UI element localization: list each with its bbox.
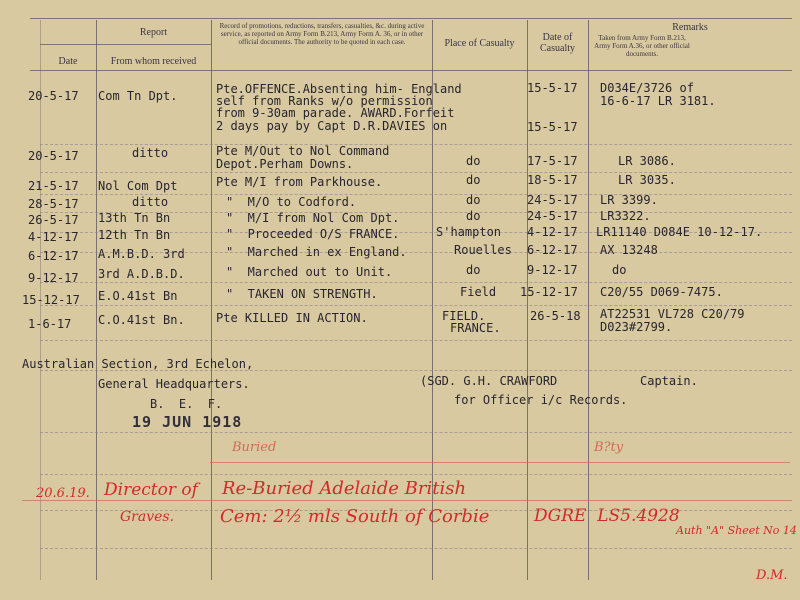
row-date-casualty: 17-5-17: [527, 154, 578, 168]
row-date-casualty: 18-5-17: [527, 173, 578, 187]
row-record: 2 days pay by Capt D.R.DAVIES on: [216, 119, 448, 133]
header-top-rule: [30, 18, 792, 19]
handwritten-auth: Auth "A" Sheet No 14: [676, 524, 797, 537]
header-date-casualty: Date of Casualty: [540, 32, 575, 54]
row-remarks: D023#2799.: [600, 320, 673, 334]
row-remarks: LR 3399.: [600, 193, 658, 207]
header-place: Place of Casualty: [444, 38, 515, 49]
row-divider: [40, 282, 792, 283]
header-bottom-rule: [30, 70, 792, 71]
row-date: 1-6-17: [28, 317, 72, 331]
row-from: Com Tn Dpt.: [98, 89, 178, 103]
row-remarks: AX 13248: [600, 243, 658, 257]
row-record: Pte KILLED IN ACTION.: [216, 311, 368, 325]
row-divider: [40, 172, 792, 173]
row-place: do: [466, 209, 481, 223]
row-from: A.M.B.D. 3rd: [98, 247, 185, 261]
row-date: 4-12-17: [28, 230, 79, 244]
footer-captain: Captain.: [640, 374, 698, 388]
row-record: " Proceeded O/S FRANCE.: [226, 227, 400, 241]
row-divider: [40, 432, 792, 433]
row-date: 28-5-17: [28, 197, 79, 211]
column-rule: [211, 20, 212, 580]
row-remarks: LR 3086.: [618, 154, 676, 168]
row-date-casualty: 26-5-18: [530, 309, 581, 323]
handwritten-date: 20.6.19.: [36, 486, 90, 501]
row-date: 20-5-17: [28, 89, 79, 103]
row-place: Field: [460, 285, 497, 299]
row-from: E.O.41st Bn: [98, 289, 178, 303]
row-remarks: C20/55 D069-7475.: [600, 285, 723, 299]
header-record: Record of promotions, reductions, transfers, casualties, &c. during active service, as reported on Army Form B.213, Army Form A. 36, or in other official documents. The authority to be quoted in each case.: [219, 22, 425, 46]
red-rule: [22, 500, 792, 501]
handwritten-from-2: Graves.: [120, 509, 175, 525]
row-place: do: [466, 154, 481, 168]
row-record: " M/I from Nol Com Dpt.: [226, 211, 400, 225]
row-divider: [40, 144, 792, 145]
row-date-casualty: 15-5-17: [527, 81, 578, 95]
handwritten-remarks: DGRE LS5.4928: [534, 506, 680, 526]
row-record: Pte M/Out to Nol Command: [216, 144, 390, 158]
row-date: 26-5-17: [28, 213, 79, 227]
row-place: do: [466, 193, 481, 207]
header-mid-rule: [40, 44, 211, 45]
handwritten-initials: D.M.: [756, 568, 788, 583]
row-remarks: D034E/3726 of: [600, 81, 694, 95]
row-date: 6-12-17: [28, 249, 79, 263]
header-report: Report: [139, 27, 168, 38]
row-from: ditto: [132, 146, 169, 160]
row-place: do: [466, 173, 481, 187]
header-date: Date: [58, 56, 78, 67]
row-remarks: AT22531 VL728 C20/79: [600, 307, 745, 321]
footer-for-officer: for Officer i/c Records.: [454, 393, 628, 407]
handwritten-record-2: Cem: 2½ mls South of Corbie: [220, 506, 490, 527]
footer-sgd: (SGD. G.H. CRAWFORD: [420, 374, 558, 388]
row-remarks: LR 3035.: [618, 173, 676, 187]
row-date-casualty: 15-5-17: [527, 120, 578, 134]
row-date-casualty: 24-5-17: [527, 209, 578, 223]
row-date: 20-5-17: [28, 149, 79, 163]
row-record: Pte.OFFENCE.Absenting him- England: [216, 82, 462, 96]
row-divider: [40, 340, 792, 341]
date-stamp: 19 JUN 1918: [132, 413, 243, 431]
row-date-casualty: 24-5-17: [527, 193, 578, 207]
handwritten-buried-right: B?ty: [594, 440, 624, 455]
row-remarks: LR3322.: [600, 209, 651, 223]
row-date: 15-12-17: [22, 293, 80, 307]
row-date: 9-12-17: [28, 271, 79, 285]
row-remarks: LR11140 D084E 10-12-17.: [596, 225, 763, 239]
row-divider: [40, 548, 792, 549]
row-from: C.O.41st Bn.: [98, 313, 185, 327]
footer-line1: Australian Section, 3rd Echelon,: [22, 357, 254, 371]
row-record: " TAKEN ON STRENGTH.: [226, 287, 378, 301]
handwritten-from-1: Director of: [104, 480, 198, 500]
row-place: FIELD.: [442, 309, 486, 323]
row-remarks: 16-6-17 LR 3181.: [600, 94, 716, 108]
column-rule: [96, 20, 97, 580]
row-date-casualty: 6-12-17: [527, 243, 578, 257]
row-record: Depot.Perham Downs.: [216, 157, 354, 171]
row-date-casualty: 9-12-17: [527, 263, 578, 277]
column-rule: [588, 20, 589, 580]
row-record: " M/O to Codford.: [226, 195, 357, 209]
column-rule: [527, 20, 528, 580]
row-remarks: do: [612, 263, 627, 277]
row-record: Pte M/I from Parkhouse.: [216, 175, 383, 189]
handwritten-buried-left: Buried: [232, 440, 277, 455]
row-record: from 9-30am parade. AWARD.Forfeit: [216, 106, 455, 120]
row-from: 3rd A.D.B.D.: [98, 267, 185, 281]
row-from: ditto: [132, 195, 169, 209]
row-from: 13th Tn Bn: [98, 211, 171, 225]
row-record: " Marched out to Unit.: [226, 265, 393, 279]
red-rule: [210, 462, 790, 463]
row-divider: [40, 474, 792, 475]
row-place: Rouelles: [454, 243, 512, 257]
row-divider: [40, 305, 792, 306]
row-date-casualty: 15-12-17: [520, 285, 578, 299]
handwritten-record-1: Re-Buried Adelaide British: [222, 478, 467, 499]
row-place: FRANCE.: [450, 321, 501, 335]
row-from: 12th Tn Bn: [98, 228, 171, 242]
header-remarks-sub: Taken from Army Form B.213, Army Form A.36, or other official documents.: [594, 34, 690, 58]
row-record: " Marched in ex England.: [226, 245, 407, 259]
header-from-whom: From whom received: [110, 56, 197, 67]
header-remarks: Remarks: [672, 22, 708, 33]
row-place: S'hampton: [436, 225, 502, 239]
row-place: do: [466, 263, 481, 277]
footer-line2: General Headquarters.: [98, 377, 250, 391]
footer-bef: B. E. F.: [150, 397, 223, 411]
row-record: self from Ranks w/o permission: [216, 94, 433, 108]
row-date-casualty: 4-12-17: [527, 225, 578, 239]
row-from: Nol Com Dpt: [98, 179, 178, 193]
row-date: 21-5-17: [28, 179, 79, 193]
